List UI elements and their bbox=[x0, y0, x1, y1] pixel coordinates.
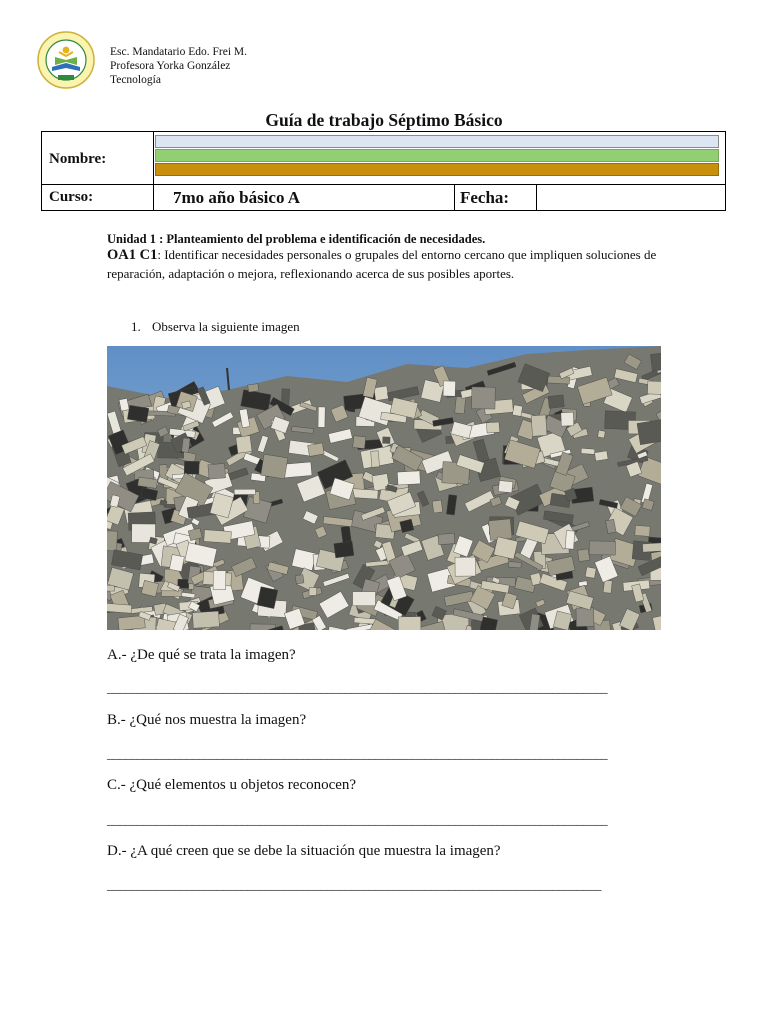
unit-heading: Unidad 1 : Planteamiento del problema e identificación de necesidades. bbox=[107, 232, 486, 246]
answer-line-a[interactable]: __________________________________________________________________________________ bbox=[107, 680, 608, 695]
waste-fragment bbox=[585, 567, 596, 578]
waste-fragment bbox=[398, 617, 421, 630]
waste-fragment bbox=[371, 451, 380, 467]
waste-fragment bbox=[561, 412, 574, 426]
curso-label-cell bbox=[42, 185, 154, 211]
question-a: A.- ¿De qué se trata la imagen? bbox=[107, 647, 296, 663]
waste-fragment bbox=[455, 557, 476, 576]
question-b: B.- ¿Qué nos muestra la imagen? bbox=[107, 712, 307, 728]
waste-fragment bbox=[581, 448, 595, 454]
curso-value-cell bbox=[155, 185, 455, 211]
waste-fragment bbox=[374, 386, 389, 401]
nombre-label: Nombre: bbox=[49, 151, 107, 167]
learning-objective bbox=[107, 246, 662, 283]
waste-fragment bbox=[455, 396, 466, 413]
waste-fragment bbox=[595, 451, 609, 461]
answer-line-c[interactable]: __________________________________________________________________________________ bbox=[107, 812, 608, 827]
waste-fragment bbox=[353, 592, 376, 606]
school-crest-logo bbox=[37, 31, 95, 89]
nombre-field[interactable] bbox=[155, 135, 719, 177]
school-info bbox=[110, 45, 247, 87]
answer-line-b[interactable]: __________________________________________________________________________________ bbox=[107, 746, 608, 761]
waste-fragment bbox=[508, 562, 521, 569]
question-d: D.- ¿A qué creen que se debe la situación que muestra la imagen? bbox=[107, 843, 501, 859]
name-band-2 bbox=[155, 149, 719, 162]
curso-label: Curso: bbox=[49, 189, 94, 205]
waste-fragment bbox=[432, 500, 443, 513]
waste-fragment bbox=[353, 436, 366, 449]
waste-fragment bbox=[248, 384, 259, 392]
fecha-label-cell bbox=[455, 185, 537, 211]
waste-fragment bbox=[486, 422, 499, 433]
waste-fragment bbox=[234, 489, 255, 494]
waste-fragment bbox=[565, 531, 574, 550]
waste-fragment bbox=[635, 525, 650, 536]
objective-code: OA1 C1 bbox=[107, 247, 158, 263]
waste-fragment bbox=[512, 405, 522, 417]
curso-row bbox=[42, 185, 725, 211]
curso-value: 7mo año básico A bbox=[173, 188, 301, 207]
waste-fragment bbox=[472, 387, 496, 409]
page-title: Guía de trabajo Séptimo Básico bbox=[265, 110, 503, 130]
waste-fragment bbox=[548, 395, 564, 408]
waste-fragment bbox=[603, 580, 612, 593]
name-band-1 bbox=[155, 135, 719, 148]
waste-fragment bbox=[261, 454, 288, 479]
waste-fragment bbox=[650, 353, 661, 371]
answer-line-d[interactable]: _________________________________________________________________________________ bbox=[107, 877, 602, 892]
nombre-row bbox=[42, 132, 725, 185]
step-number: 1. bbox=[131, 319, 141, 334]
waste-fragment bbox=[643, 542, 662, 552]
objective-text: : Identificar necesidades personales o grupales del entorno cercano que impliquen soluciones de reparación, adaptación o mejora, reflexionando acerca de sus posibles aportes. bbox=[107, 247, 657, 281]
question-c: C.- ¿Qué elementos u objetos reconocen? bbox=[107, 777, 357, 793]
waste-fragment bbox=[192, 611, 219, 628]
waste-fragment bbox=[443, 381, 456, 396]
teacher-name: Profesora Yorka González bbox=[110, 60, 231, 72]
waste-fragment bbox=[498, 481, 513, 493]
waste-fragment bbox=[576, 608, 594, 627]
waste-fragment bbox=[578, 549, 590, 562]
waste-fragment bbox=[236, 436, 252, 454]
waste-fragment bbox=[208, 463, 226, 479]
instruction-step bbox=[131, 319, 300, 335]
waste-fragment bbox=[213, 571, 226, 590]
fecha-field[interactable] bbox=[537, 185, 725, 211]
waste-fragment bbox=[597, 430, 605, 438]
waste-fragment bbox=[161, 591, 181, 597]
waste-fragment bbox=[334, 541, 354, 558]
waste-fragment bbox=[309, 587, 317, 595]
waste-fragment bbox=[438, 533, 455, 544]
school-name: Esc. Mandatario Edo. Frei M. bbox=[110, 46, 248, 58]
waste-fragment bbox=[397, 471, 420, 485]
electronic-waste-photo bbox=[107, 346, 661, 630]
step-text: Observa la siguiente imagen bbox=[152, 319, 300, 334]
student-info-table bbox=[41, 131, 726, 211]
waste-fragment bbox=[308, 443, 325, 457]
name-band-3 bbox=[155, 163, 719, 176]
waste-fragment bbox=[204, 530, 232, 544]
waste-fragment bbox=[351, 489, 378, 500]
waste-fragment bbox=[127, 405, 148, 422]
subject-name: Tecnología bbox=[110, 74, 161, 86]
waste-fragment bbox=[546, 376, 570, 384]
fecha-label: Fecha: bbox=[460, 188, 510, 207]
waste-fragment bbox=[295, 575, 304, 584]
waste-fragment bbox=[169, 555, 184, 572]
waste-fragment bbox=[647, 381, 661, 395]
waste-fragment bbox=[383, 437, 391, 444]
waste-fragment bbox=[318, 407, 325, 428]
waste-fragment bbox=[589, 541, 615, 555]
waste-fragment bbox=[257, 587, 278, 609]
waste-fragment bbox=[107, 531, 117, 551]
nombre-label-cell bbox=[42, 132, 154, 184]
waste-fragment bbox=[184, 461, 199, 474]
waste-fragment bbox=[531, 415, 547, 436]
waste-fragment bbox=[182, 438, 191, 453]
